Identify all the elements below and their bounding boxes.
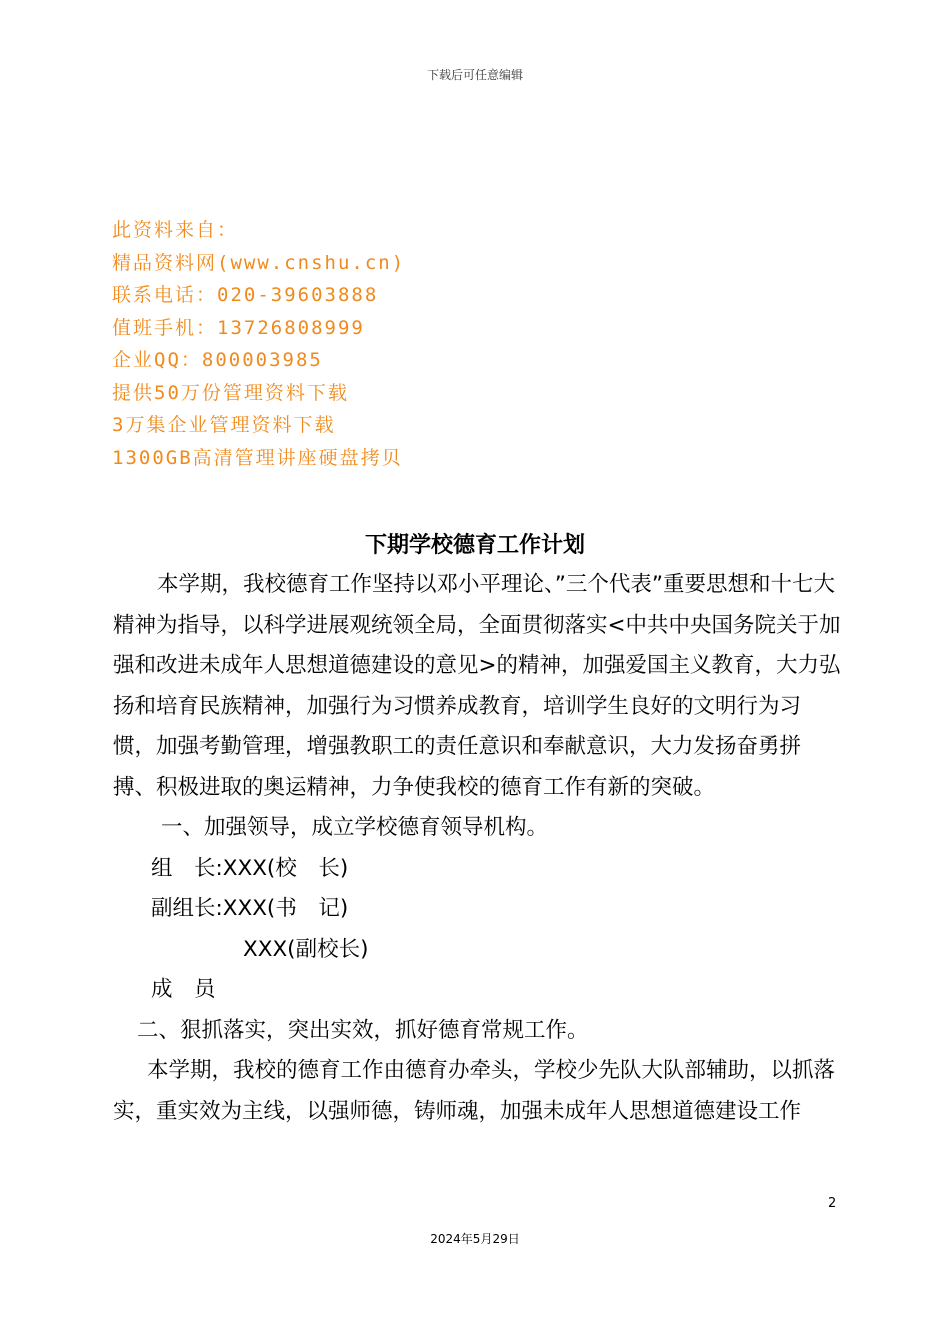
promo-line: 值班手机：13726808999 bbox=[112, 316, 365, 339]
promo-line: 3万集企业管理资料下载 bbox=[112, 414, 336, 436]
promo-line: 企业QQ：800003985 bbox=[112, 349, 323, 371]
members-line: 成 员 bbox=[151, 977, 216, 1002]
leader-line: 组 长:XXX(校 长) bbox=[151, 855, 349, 881]
promo-block bbox=[112, 214, 405, 474]
deputy-line: 副组长:XXX(书 记) bbox=[151, 896, 349, 921]
page-footer-date: 2024年5月29日 bbox=[430, 1232, 520, 1246]
document-body bbox=[113, 565, 843, 1132]
page-header: 下载后可任意编辑 bbox=[426, 68, 523, 82]
section-heading-2: 二、狠抓落实，突出实效，抓好德育常规工作。 bbox=[137, 1017, 589, 1043]
promo-line: 提供50万份管理资料下载 bbox=[112, 381, 349, 404]
document-title: 下期学校德育工作计划 bbox=[364, 533, 585, 558]
promo-line: 精品资料网(www.cnshu.cn) bbox=[112, 251, 406, 274]
promo-line: 联系电话：020-39603888 bbox=[112, 284, 379, 306]
intro-paragraph: 本学期，我校德育工作坚持以邓小平理论、”三个代表”重要思想和十七大精神为指导，以科学进展观统领全局，全面贯彻落实<中共中央国务院关于加强和改进未成年人思想道德建设的意见>的精神，加强爱国主义教育，大力弘扬和培育民族精神，加强行为习惯养成教育，培训学生良好的文明行为习惯，加强考勤管理，增强教职工的责任意识和奉献意识，大力发扬奋勇拼搏、积极进取的奥运精神，力争使我校的德育工作有新的突破。 bbox=[113, 572, 841, 800]
promo-line: 1300GB高清管理讲座硬盘拷贝 bbox=[112, 446, 403, 469]
page-number: 2 bbox=[828, 1196, 837, 1211]
promo-line: 此资料来自： bbox=[112, 219, 239, 241]
section-heading-1: 一、加强领导，成立学校德育领导机构。 bbox=[161, 815, 549, 840]
deputy-line-2: XXX(副校长) bbox=[243, 936, 369, 962]
body-paragraph-2: 本学期，我校的德育工作由德育办牵头，学校少先队大队部辅助，以抓落实，重实效为主线，以强师德，铸师魂，加强未成年人思想道德建设工作 bbox=[113, 1058, 836, 1124]
